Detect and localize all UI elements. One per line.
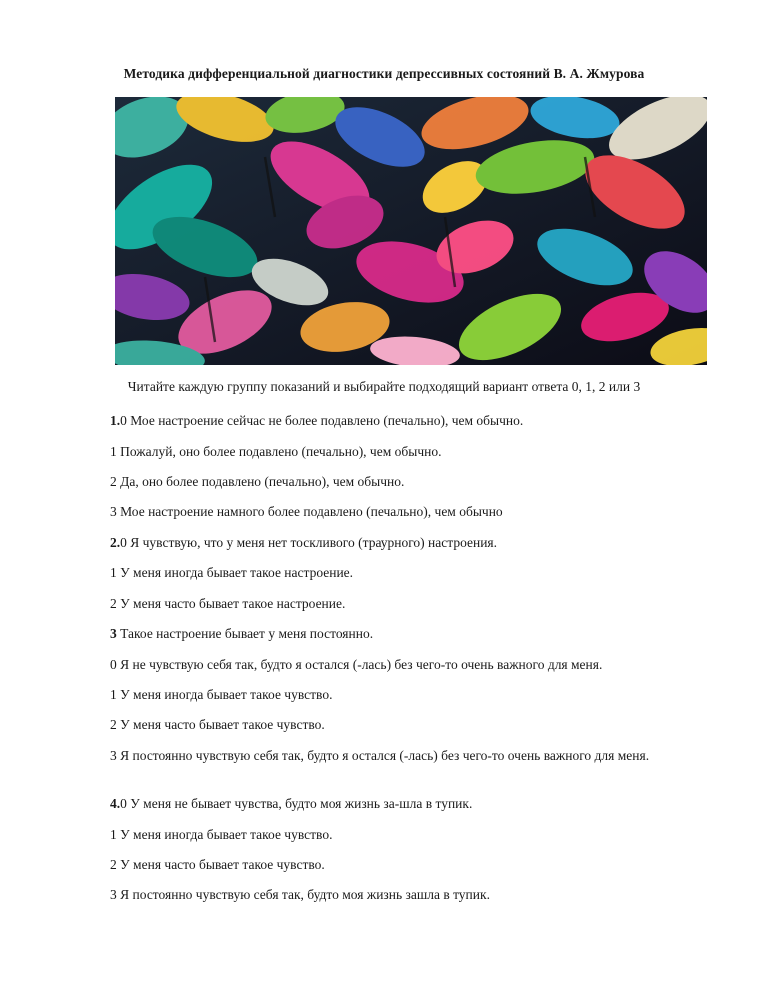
answer-line: 2 У меня часто бывает такое настроение. xyxy=(110,596,346,611)
answer-line: 2.0 Я чувствую, что у меня нет тоскливого (траурного) настроения. xyxy=(110,535,498,550)
answer-line: 2 У меня часто бывает такое чувство. xyxy=(110,857,325,872)
answer-line: 1.0 Мое настроение сейчас не более подавлено (печально), чем обычно. xyxy=(110,413,524,428)
instruction-text: Читайте каждую группу показаний и выбирайте подходящий вариант ответа 0, 1, 2 или 3 xyxy=(127,379,641,394)
answer-line: 1 У меня иногда бывает такое чувство. xyxy=(110,827,333,842)
answer-line: 1 У меня иногда бывает такое чувство. xyxy=(110,687,333,702)
answer-line: 3 Я постоянно чувствую себя так, будто моя жизнь зашла в тупик. xyxy=(110,887,490,902)
answer-line: 3 Я постоянно чувствую себя так, будто я остался (-лась) без чего-то очень важного для меня. xyxy=(110,748,650,763)
document-title: Методика дифференциальной диагностики депрессивных состояний В. А. Жмурова xyxy=(123,66,645,81)
answer-line: 2 У меня часто бывает такое чувство. xyxy=(110,717,325,732)
answer-line: 3 Такое настроение бывает у меня постоянно. xyxy=(110,626,374,641)
answer-line: 4.0 У меня не бывает чувства, будто моя жизнь за-шла в тупик. xyxy=(110,796,473,811)
answer-line: 1 Пожалуй, оно более подавлено (печально), чем обычно. xyxy=(110,444,442,459)
answer-line: 3 Мое настроение намного более подавлено (печально), чем обычно xyxy=(110,504,503,519)
answer-line: 2 Да, оно более подавлено (печально), чем обычно. xyxy=(110,474,405,489)
answer-line: 1 У меня иногда бывает такое настроение. xyxy=(110,565,354,580)
answer-line: 0 Я не чувствую себя так, будто я остался (-лась) без чего-то очень важного для меня. xyxy=(110,657,603,672)
butterflies-image xyxy=(115,97,707,365)
butterflies-banner xyxy=(115,97,707,365)
